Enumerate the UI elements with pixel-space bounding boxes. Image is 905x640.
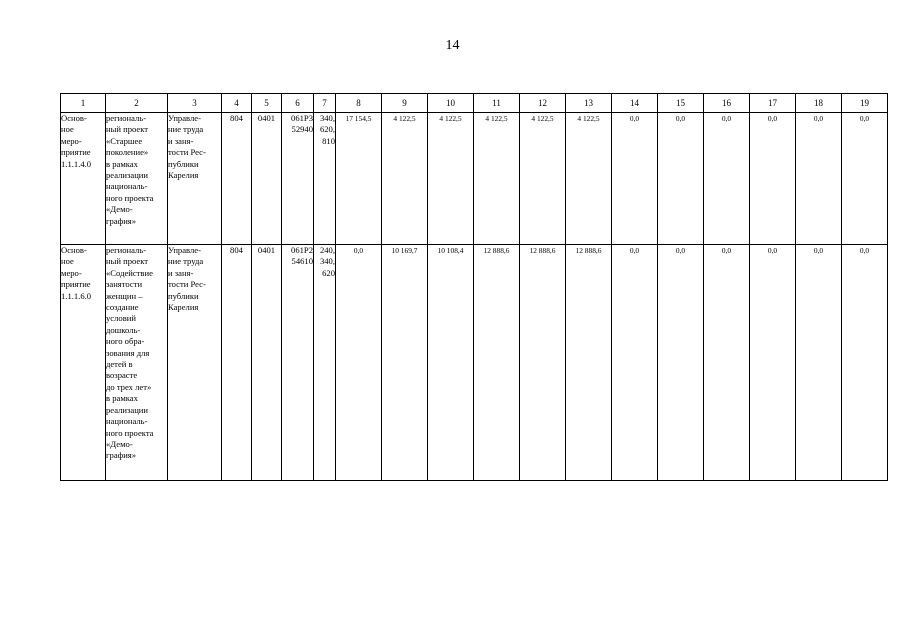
column-header: 4 [222, 94, 252, 113]
column-header: 19 [842, 94, 888, 113]
column-header: 13 [566, 94, 612, 113]
value-cell: 4 122,5 [428, 113, 474, 245]
event-cell: Основ- ное меро- приятие 1.1.1.6.0 [61, 245, 106, 481]
column-header: 8 [336, 94, 382, 113]
code-grbs-cell: 804 [222, 245, 252, 481]
code-section-cell: 0401 [252, 113, 282, 245]
column-header: 11 [474, 94, 520, 113]
code-target-cell: 061P3 52940 [282, 113, 314, 245]
value-cell: 0,0 [658, 113, 704, 245]
code-section-cell: 0401 [252, 245, 282, 481]
column-header: 10 [428, 94, 474, 113]
code-expense-cell: 240, 340, 620 [314, 245, 336, 481]
page-number: 14 [445, 38, 460, 53]
value-cell: 0,0 [612, 245, 658, 481]
column-header: 9 [382, 94, 428, 113]
value-cell: 17 154,5 [336, 113, 382, 245]
value-cell: 0,0 [336, 245, 382, 481]
value-cell: 0,0 [658, 245, 704, 481]
value-cell: 4 122,5 [520, 113, 566, 245]
table-row [61, 113, 888, 245]
value-cell: 0,0 [842, 113, 888, 245]
value-cell: 0,0 [612, 113, 658, 245]
value-cell: 10 169,7 [382, 245, 428, 481]
column-header: 14 [612, 94, 658, 113]
project-cell: региональ- ный проект «Содействие занятости женщин – создание условий дошколь- ного обра- зования для детей в возрасте до трех лет» в рамках реализации националь- ного проекта «Демо- графия» [106, 245, 168, 481]
column-header: 16 [704, 94, 750, 113]
value-cell: 0,0 [704, 113, 750, 245]
value-cell: 12 888,6 [520, 245, 566, 481]
value-cell: 12 888,6 [566, 245, 612, 481]
value-cell: 12 888,6 [474, 245, 520, 481]
column-header: 15 [658, 94, 704, 113]
column-header: 6 [282, 94, 314, 113]
value-cell: 4 122,5 [566, 113, 612, 245]
value-cell: 0,0 [750, 113, 796, 245]
value-cell: 0,0 [796, 113, 842, 245]
executor-cell: Управле- ние труда и заня- тости Рес- публики Карелия [168, 245, 222, 481]
value-cell: 0,0 [704, 245, 750, 481]
column-header: 7 [314, 94, 336, 113]
column-header: 3 [168, 94, 222, 113]
project-cell: региональ- ный проект «Старшее поколение» в рамках реализации националь- ного проекта «Демо- графия» [106, 113, 168, 245]
column-header: 1 [61, 94, 106, 113]
event-cell: Основ- ное меро- приятие 1.1.1.4.0 [61, 113, 106, 245]
value-cell: 0,0 [842, 245, 888, 481]
value-cell: 4 122,5 [474, 113, 520, 245]
executor-cell: Управле- ние труда и заня- тости Рес- публики Карелия [168, 113, 222, 245]
value-cell: 4 122,5 [382, 113, 428, 245]
value-cell: 0,0 [796, 245, 842, 481]
value-cell: 10 108,4 [428, 245, 474, 481]
column-header: 18 [796, 94, 842, 113]
value-cell: 0,0 [750, 245, 796, 481]
column-header: 5 [252, 94, 282, 113]
header-row [61, 94, 888, 113]
column-header: 12 [520, 94, 566, 113]
code-target-cell: 061P2 54610 [282, 245, 314, 481]
budget-table [60, 93, 888, 481]
code-grbs-cell: 804 [222, 113, 252, 245]
table-row [61, 245, 888, 481]
column-header: 2 [106, 94, 168, 113]
column-header: 17 [750, 94, 796, 113]
code-expense-cell: 340, 620, 810 [314, 113, 336, 245]
